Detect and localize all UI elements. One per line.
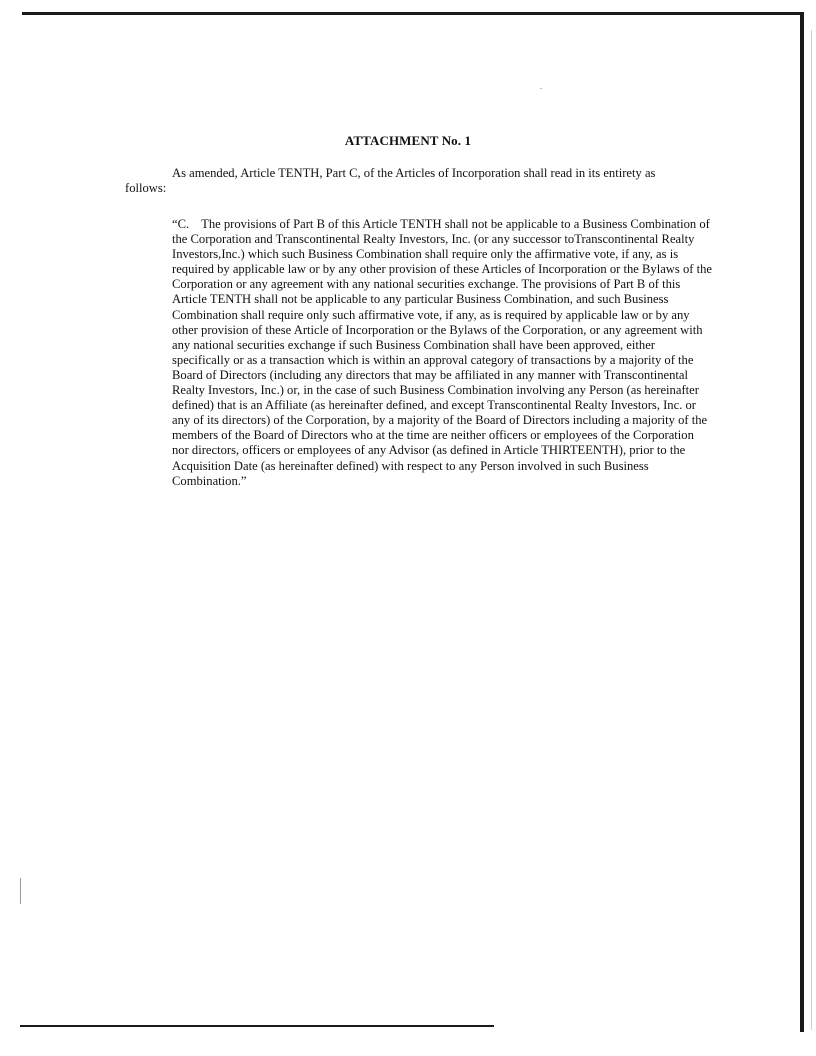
quoted-article-text <box>172 217 712 489</box>
scan-right-edge <box>811 30 812 1030</box>
section-body: The provisions of Part B of this Article TENTH shall not be applicable to a Business Combination of the Corporation and Transcontinental Realty Investors, Inc. (or any successor toTranscontinental Realty Investors,Inc.) which such Business Combination shall require only the affirmative vote, if any, as is required by applicable law or by any other provision of these Articles of Incorporation or the Bylaws of the Corporation or any agreement with any national securities exchange. The provisions of Part B of this Article TENTH shall not be applicable to any particular Business Combination, and such Business Combination shall require only such affirmative vote, if any, as is required by applicable law or by any other provision of these Article of Incorporation or the Bylaws of the Corporation, or any agreement with any national securities exchange if such Business Combination shall have been approved, either specifically or as a transaction which is within an approval category of transactions by a majority of the Board of Directors (including any directors that may be affiliated in any manner with Transcontinental Realty Investors, Inc.) or, in the case of such Business Combination involving any Person (as hereinafter defined) that is an Affiliate (as hereinafter defined, and except Transcontinental Realty Investors, Inc. or any of its directors) of the Corporation, by a majority of the Board of Directors including a majority of the members of the Board of Directors who at the time are neither officers or employees of the Corporation nor directors, officers or employees of any Advisor (as defined in Article THIRTEENTH), prior to the Acquisition Date (as hereinafter defined) with respect to any Person involved in such Business Combination.” <box>172 217 712 488</box>
section-lead: “C. <box>172 217 190 231</box>
scan-left-mark <box>20 878 21 904</box>
intro-paragraph: As amended, Article TENTH, Part C, of the Articles of Incorporation shall read in its entirety as follows: <box>125 166 656 195</box>
scan-top-border <box>22 12 804 15</box>
scan-right-border <box>800 12 804 1032</box>
attachment-title: ATTACHMENT No. 1 <box>344 133 472 148</box>
scan-bottom-rule <box>20 1025 494 1027</box>
scan-speck <box>540 88 542 89</box>
